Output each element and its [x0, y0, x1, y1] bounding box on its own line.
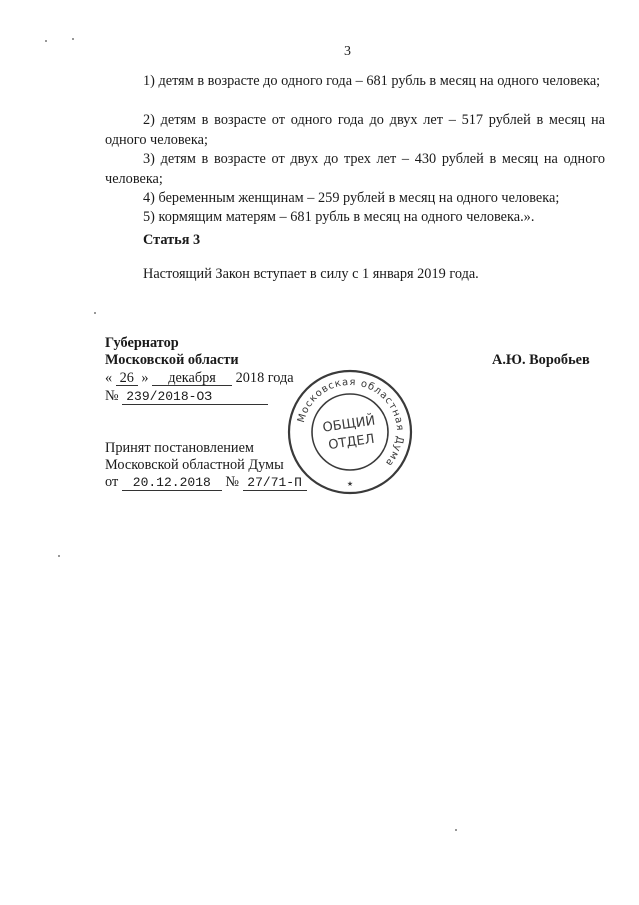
from-label: от [105, 474, 119, 490]
number-sign: № [105, 388, 119, 404]
list-item: 4) беременным женщинам – 259 рублей в месяц на одного человека; [143, 190, 560, 206]
scan-speck [72, 38, 74, 40]
list-item: 2) детям в возрасте от одного года до двух лет – 517 рублей в месяц на одного человека; [105, 112, 605, 148]
signature-date [105, 370, 294, 387]
list-item: 1) детям в возрасте до одного года – 681 рубль в месяц на одного человека; [143, 73, 601, 89]
stamp-star: ★ [346, 480, 354, 488]
scan-speck [455, 829, 457, 831]
date-close-quote: » [141, 370, 149, 386]
law-number-value: 239/2018-ОЗ [122, 390, 268, 405]
adoption-date: 20.12.2018 [122, 476, 222, 491]
date-month: декабря [152, 371, 232, 386]
stamp-outer-ring [289, 371, 411, 493]
scan-speck [94, 312, 96, 314]
article-text: Настоящий Закон вступает в силу с 1 января 2019 года. [143, 266, 479, 282]
list-item: 5) кормящим матерям – 681 рубль в месяц на одного человека.». [143, 209, 535, 225]
stamp-center-line2: ОТДЕЛ [327, 431, 376, 454]
scan-speck [58, 555, 60, 557]
date-year: 2018 года [235, 370, 294, 386]
stamp-center-line1: ОБЩИЙ [321, 413, 377, 436]
stamp-ring-text: Московская областная Дума [295, 376, 406, 469]
signatory-name: А.Ю. Воробьев [492, 352, 590, 368]
list-item: 3) детям в возрасте от двух до трех лет – 430 рублей в месяц на одного человека; [105, 151, 605, 187]
article-heading: Статья 3 [143, 232, 201, 248]
date-day: 26 [116, 371, 138, 386]
adoption-line1: Принят постановлением [105, 440, 254, 456]
signature-title: Губернатор [105, 335, 179, 351]
signature-title-region: Московской области [105, 352, 239, 368]
adoption-number: 27/71-П [243, 476, 307, 491]
date-open-quote: « [105, 370, 113, 386]
adoption-number-sign: № [225, 474, 240, 490]
official-stamp [286, 368, 414, 496]
adoption-line2: Московской областной Думы [105, 457, 284, 473]
scan-speck [45, 40, 47, 42]
law-number [105, 388, 268, 405]
adoption-details [105, 474, 307, 491]
page-number: 3 [344, 44, 351, 59]
